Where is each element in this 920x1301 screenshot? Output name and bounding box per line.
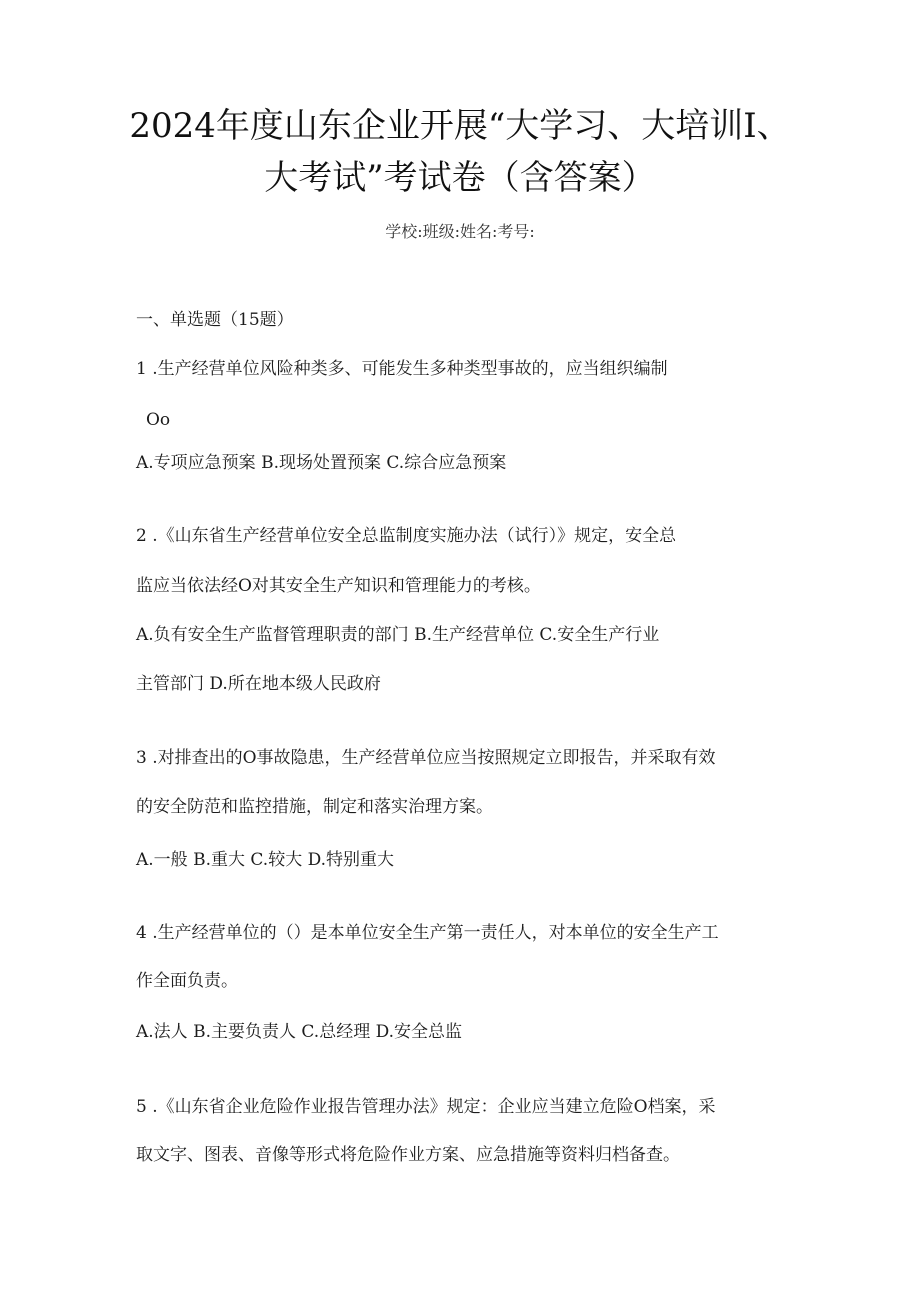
question-2-options-line-1: A.负有安全生产监督管理职责的部门 B.生产经营单位 C.安全生产行业 — [136, 625, 660, 645]
question-4-text-line-1: 4 .生产经营单位的（）是本单位安全生产第一责任人，对本单位的安全生产工 — [136, 923, 719, 943]
question-1-options: A.专项应急预案 B.现场处置预案 C.综合应急预案 — [136, 453, 507, 473]
question-2-text-line-2: 监应当依法经O对其安全生产知识和管理能力的考核。 — [136, 576, 541, 596]
question-3-text-line-1: 3 .对排查出的O事故隐患，生产经营单位应当按照规定立即报告，并采取有效 — [136, 748, 716, 768]
question-4-options: A.法人 B.主要负责人 C.总经理 D.安全总监 — [136, 1022, 463, 1042]
question-4-text-line-2: 作全面负责。 — [136, 971, 238, 991]
question-3-options: A.一般 B.重大 C.较大 D.特别重大 — [136, 850, 395, 870]
question-2-text-line-1: 2 .《山东省生产经营单位安全总监制度实施办法（试行）》规定，安全总 — [136, 526, 677, 546]
document-title-line-2: 大考试”考试卷（含答案） — [264, 158, 656, 198]
section-heading: 一、单选题（15题） — [136, 310, 294, 330]
question-3-text-line-2: 的安全防范和监控措施，制定和落实治理方案。 — [136, 797, 493, 817]
question-1-text-line-2: Oo — [146, 410, 171, 430]
question-5-text-line-2: 取文字、图表、音像等形式将危险作业方案、应急措施等资料归档备查。 — [136, 1145, 680, 1165]
student-info-line: 学校:班级:姓名:考号: — [385, 222, 535, 241]
question-2-options-line-2: 主管部门 D.所在地本级人民政府 — [136, 674, 381, 694]
question-1-text-line-1: 1 .生产经营单位风险种类多、可能发生多种类型事故的，应当组织编制 — [136, 359, 668, 379]
question-5-text-line-1: 5 .《山东省企业危险作业报告管理办法》规定：企业应当建立危险O档案，采 — [136, 1097, 716, 1117]
document-title-line-1: 2024年度山东企业开展“大学习、大培训I、 — [129, 106, 791, 146]
